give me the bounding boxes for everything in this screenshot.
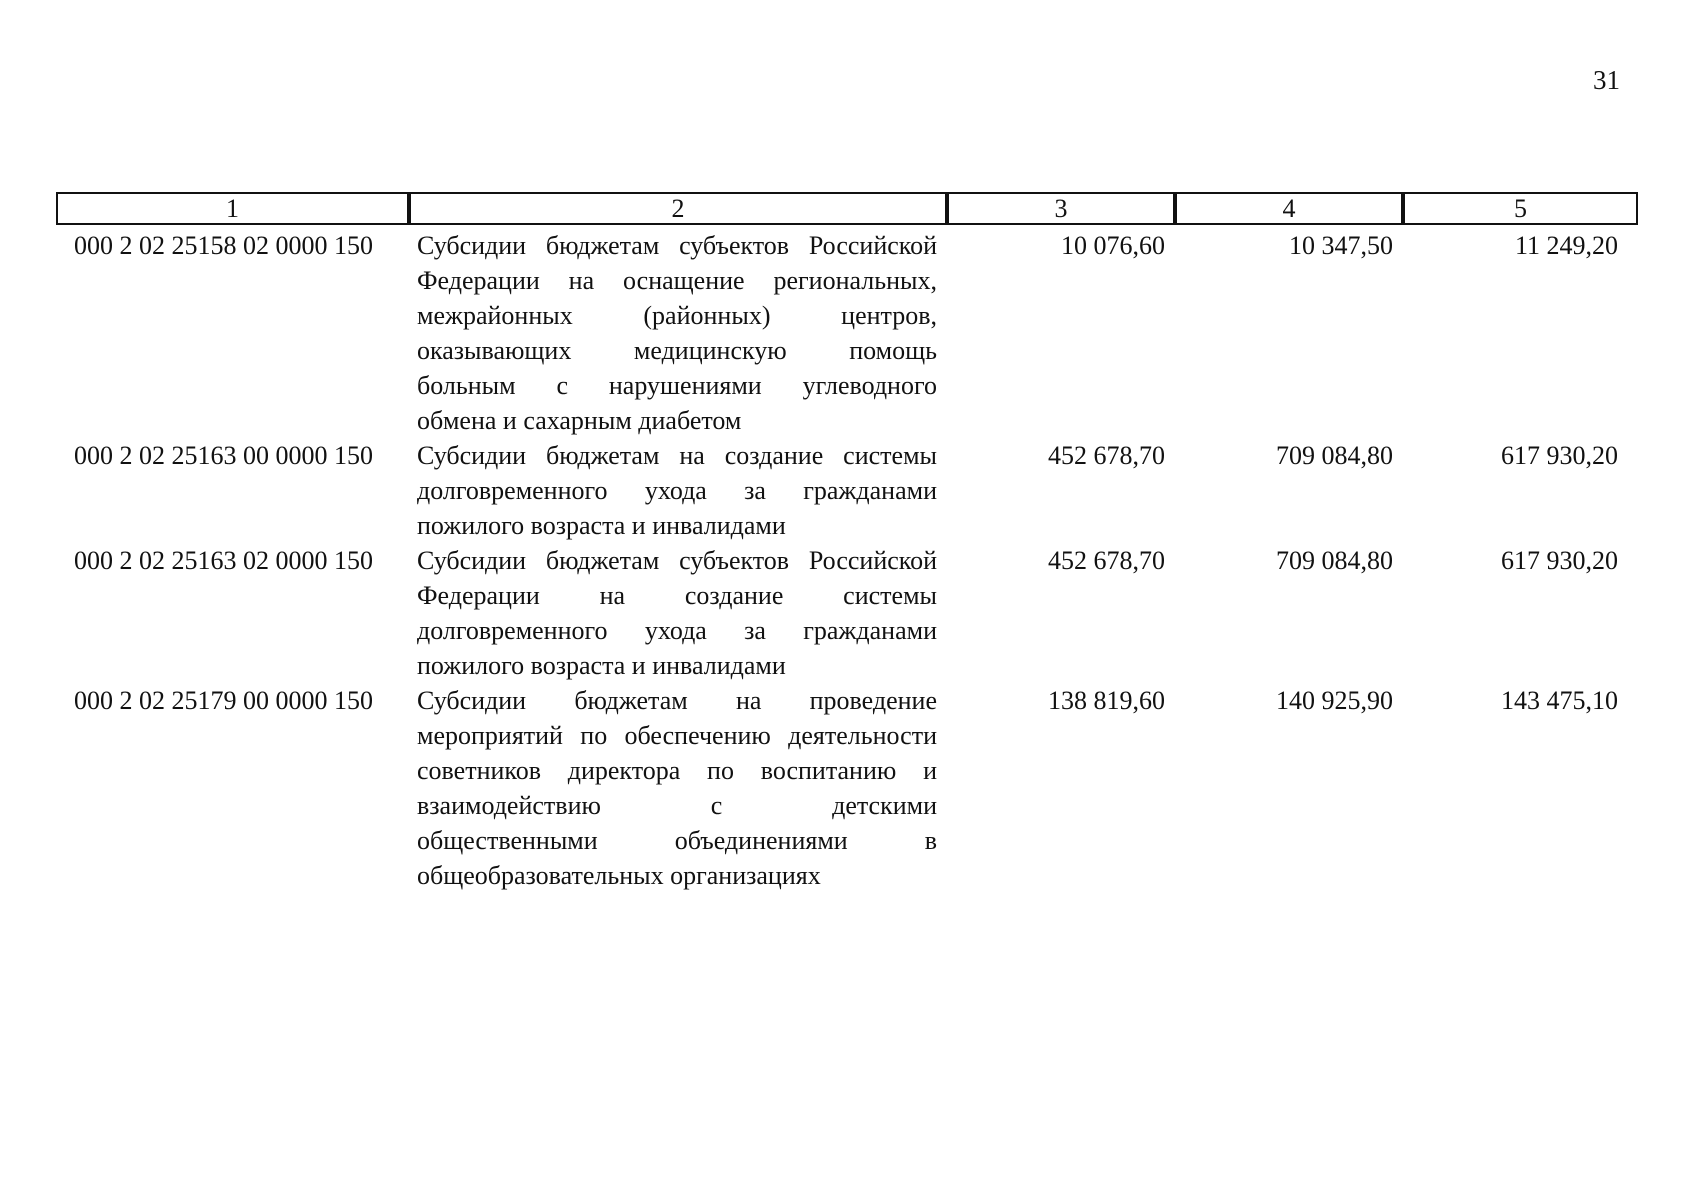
description-line: общеобразовательных организациях [417, 861, 821, 890]
description-line: общественными объединениями в [417, 826, 937, 855]
description-line: Субсидии бюджетам субъектов Российской [417, 231, 937, 260]
row-description [409, 228, 947, 438]
description-line: межрайонных (районных) центров, [417, 301, 937, 330]
row-code: 000 2 02 25163 02 0000 150 [74, 546, 373, 575]
header-cell-1: 1 [56, 192, 409, 225]
description-line: взаимодействию с детскими [417, 791, 937, 820]
table-row [56, 438, 1638, 543]
description-line: Федерации на создание системы [417, 581, 937, 610]
row-value-col3: 138 819,60 [1048, 686, 1165, 715]
row-value-col4: 140 925,90 [1276, 686, 1393, 715]
row-description [409, 683, 947, 893]
header-cell-2: 2 [409, 192, 947, 225]
table-row [56, 228, 1638, 438]
description-line: долговременного ухода за гражданами [417, 476, 937, 505]
row-value-col4: 709 084,80 [1276, 546, 1393, 575]
table-header-row [56, 192, 1638, 228]
row-value-col3: 10 076,60 [1061, 231, 1165, 260]
header-cell-5: 5 [1403, 192, 1638, 225]
table-row [56, 543, 1638, 683]
description-line: Субсидии бюджетам на создание системы [417, 441, 937, 470]
row-code: 000 2 02 25158 02 0000 150 [74, 231, 373, 260]
row-value-col3: 452 678,70 [1048, 441, 1165, 470]
description-line: мероприятий по обеспечению деятельности [417, 721, 937, 750]
row-code: 000 2 02 25179 00 0000 150 [74, 686, 373, 715]
row-value-col3: 452 678,70 [1048, 546, 1165, 575]
description-line: пожилого возраста и инвалидами [417, 511, 786, 540]
table-row [56, 683, 1638, 893]
description-line: пожилого возраста и инвалидами [417, 651, 786, 680]
description-line: Субсидии бюджетам субъектов Российской [417, 546, 937, 575]
description-line: советников директора по воспитанию и [417, 756, 937, 785]
description-line: Федерации на оснащение региональных, [417, 266, 937, 295]
row-value-col4: 10 347,50 [1289, 231, 1393, 260]
header-cell-4: 4 [1175, 192, 1403, 225]
row-value-col5: 617 930,20 [1501, 546, 1618, 575]
header-cell-3: 3 [947, 192, 1175, 225]
description-line: Субсидии бюджетам на проведение [417, 686, 937, 715]
description-line: больным с нарушениями углеводного [417, 371, 937, 400]
page-number: 31 [1593, 65, 1620, 95]
row-description [409, 543, 947, 683]
row-value-col5: 617 930,20 [1501, 441, 1618, 470]
row-description [409, 438, 947, 543]
row-value-col5: 143 475,10 [1501, 686, 1618, 715]
description-line: долговременного ухода за гражданами [417, 616, 937, 645]
row-value-col5: 11 249,20 [1514, 231, 1618, 260]
description-line: обмена и сахарным диабетом [417, 406, 742, 435]
budget-table [56, 192, 1638, 893]
row-value-col4: 709 084,80 [1276, 441, 1393, 470]
row-code: 000 2 02 25163 00 0000 150 [74, 441, 373, 470]
description-line: оказывающих медицинскую помощь [417, 336, 937, 365]
